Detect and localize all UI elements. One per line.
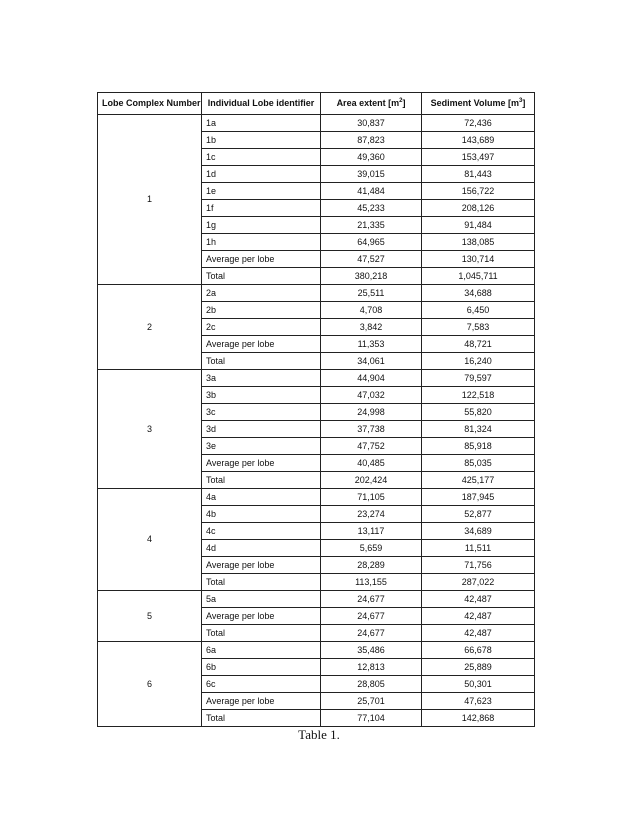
sediment-volume-cell: 42,487 bbox=[422, 591, 535, 608]
sediment-volume-cell: 50,301 bbox=[422, 676, 535, 693]
area-extent-cell: 5,659 bbox=[321, 540, 422, 557]
lobe-identifier-cell: 2c bbox=[202, 319, 321, 336]
lobe-identifier-cell: 6c bbox=[202, 676, 321, 693]
area-extent-cell: 24,677 bbox=[321, 591, 422, 608]
lobe-identifier-cell: Average per lobe bbox=[202, 251, 321, 268]
sediment-volume-cell: 34,688 bbox=[422, 285, 535, 302]
area-extent-cell: 21,335 bbox=[321, 217, 422, 234]
header-lobe-complex-number bbox=[98, 93, 202, 115]
area-extent-cell: 30,837 bbox=[321, 115, 422, 132]
sediment-volume-cell: 55,820 bbox=[422, 404, 535, 421]
lobe-identifier-cell: 3b bbox=[202, 387, 321, 404]
lobe-identifier-cell: 4d bbox=[202, 540, 321, 557]
sediment-volume-cell: 48,721 bbox=[422, 336, 535, 353]
area-extent-cell: 28,289 bbox=[321, 557, 422, 574]
area-extent-cell: 25,511 bbox=[321, 285, 422, 302]
table-row bbox=[98, 489, 535, 506]
lobe-identifier-cell: 1e bbox=[202, 183, 321, 200]
table-row bbox=[98, 642, 535, 659]
header-area-label: Area extent [m bbox=[336, 98, 400, 108]
area-extent-cell: 87,823 bbox=[321, 132, 422, 149]
area-extent-cell: 3,842 bbox=[321, 319, 422, 336]
header-individual-lobe-identifier bbox=[202, 93, 321, 115]
sediment-volume-cell: 143,689 bbox=[422, 132, 535, 149]
header-complex-label: Lobe Complex Number bbox=[102, 98, 201, 108]
header-area-bracket: ] bbox=[402, 98, 406, 108]
lobe-identifier-cell: Total bbox=[202, 710, 321, 727]
sediment-volume-cell: 52,877 bbox=[422, 506, 535, 523]
area-extent-cell: 39,015 bbox=[321, 166, 422, 183]
sediment-volume-cell: 425,177 bbox=[422, 472, 535, 489]
sediment-volume-cell: 6,450 bbox=[422, 302, 535, 319]
area-extent-cell: 47,752 bbox=[321, 438, 422, 455]
area-extent-cell: 47,527 bbox=[321, 251, 422, 268]
table-row bbox=[98, 591, 535, 608]
area-extent-cell: 24,677 bbox=[321, 608, 422, 625]
area-extent-cell: 113,155 bbox=[321, 574, 422, 591]
area-extent-cell: 47,032 bbox=[321, 387, 422, 404]
sediment-volume-cell: 25,889 bbox=[422, 659, 535, 676]
lobe-identifier-cell: Average per lobe bbox=[202, 557, 321, 574]
header-row bbox=[98, 93, 535, 115]
lobe-identifier-cell: 1h bbox=[202, 234, 321, 251]
sediment-volume-cell: 42,487 bbox=[422, 608, 535, 625]
table-row bbox=[98, 285, 535, 302]
lobe-data-table bbox=[97, 92, 535, 727]
header-area-extent bbox=[321, 93, 422, 115]
header-volume-bracket: ] bbox=[522, 98, 526, 108]
sediment-volume-cell: 81,443 bbox=[422, 166, 535, 183]
header-volume-label: Sediment Volume [m bbox=[430, 98, 519, 108]
sediment-volume-cell: 187,945 bbox=[422, 489, 535, 506]
lobe-complex-number-cell: 4 bbox=[98, 489, 202, 591]
sediment-volume-cell: 16,240 bbox=[422, 353, 535, 370]
sediment-volume-cell: 142,868 bbox=[422, 710, 535, 727]
sediment-volume-cell: 79,597 bbox=[422, 370, 535, 387]
header-sediment-volume bbox=[422, 93, 535, 115]
area-extent-cell: 77,104 bbox=[321, 710, 422, 727]
sediment-volume-cell: 156,722 bbox=[422, 183, 535, 200]
sediment-volume-cell: 208,126 bbox=[422, 200, 535, 217]
header-volume-exponent: 3 bbox=[519, 98, 523, 104]
area-extent-cell: 25,701 bbox=[321, 693, 422, 710]
sediment-volume-cell: 71,756 bbox=[422, 557, 535, 574]
lobe-identifier-cell: Total bbox=[202, 353, 321, 370]
lobe-identifier-cell: 3c bbox=[202, 404, 321, 421]
lobe-identifier-cell: 4c bbox=[202, 523, 321, 540]
sediment-volume-cell: 47,623 bbox=[422, 693, 535, 710]
header-area-exponent: 2 bbox=[399, 98, 403, 104]
lobe-identifier-cell: 3a bbox=[202, 370, 321, 387]
table-row bbox=[98, 115, 535, 132]
sediment-volume-cell: 66,678 bbox=[422, 642, 535, 659]
area-extent-cell: 28,805 bbox=[321, 676, 422, 693]
sediment-volume-cell: 85,918 bbox=[422, 438, 535, 455]
lobe-complex-number-cell: 5 bbox=[98, 591, 202, 642]
lobe-identifier-cell: 1f bbox=[202, 200, 321, 217]
lobe-identifier-cell: 4b bbox=[202, 506, 321, 523]
area-extent-cell: 12,813 bbox=[321, 659, 422, 676]
lobe-identifier-cell: 4a bbox=[202, 489, 321, 506]
lobe-identifier-cell: 6a bbox=[202, 642, 321, 659]
lobe-identifier-cell: Average per lobe bbox=[202, 693, 321, 710]
sediment-volume-cell: 42,487 bbox=[422, 625, 535, 642]
lobe-identifier-cell: 1d bbox=[202, 166, 321, 183]
table-body bbox=[98, 115, 535, 727]
area-extent-cell: 44,904 bbox=[321, 370, 422, 387]
lobe-identifier-cell: Total bbox=[202, 268, 321, 285]
lobe-identifier-cell: 5a bbox=[202, 591, 321, 608]
area-extent-cell: 202,424 bbox=[321, 472, 422, 489]
area-extent-cell: 13,117 bbox=[321, 523, 422, 540]
lobe-identifier-cell: Total bbox=[202, 625, 321, 642]
sediment-volume-cell: 130,714 bbox=[422, 251, 535, 268]
table-header bbox=[98, 93, 535, 115]
lobe-identifier-cell: 6b bbox=[202, 659, 321, 676]
lobe-complex-number-cell: 2 bbox=[98, 285, 202, 370]
sediment-volume-cell: 153,497 bbox=[422, 149, 535, 166]
sediment-volume-cell: 81,324 bbox=[422, 421, 535, 438]
area-extent-cell: 71,105 bbox=[321, 489, 422, 506]
area-extent-cell: 11,353 bbox=[321, 336, 422, 353]
lobe-complex-number-cell: 6 bbox=[98, 642, 202, 727]
lobe-identifier-cell: 2b bbox=[202, 302, 321, 319]
area-extent-cell: 41,484 bbox=[321, 183, 422, 200]
sediment-volume-cell: 287,022 bbox=[422, 574, 535, 591]
sediment-volume-cell: 91,484 bbox=[422, 217, 535, 234]
lobe-identifier-cell: Average per lobe bbox=[202, 455, 321, 472]
lobe-identifier-cell: 3d bbox=[202, 421, 321, 438]
lobe-complex-number-cell: 1 bbox=[98, 115, 202, 285]
header-lobe-label: Individual Lobe identifier bbox=[207, 98, 315, 108]
sediment-volume-cell: 85,035 bbox=[422, 455, 535, 472]
area-extent-cell: 23,274 bbox=[321, 506, 422, 523]
area-extent-cell: 4,708 bbox=[321, 302, 422, 319]
sediment-volume-cell: 122,518 bbox=[422, 387, 535, 404]
area-extent-cell: 35,486 bbox=[321, 642, 422, 659]
lobe-identifier-cell: Total bbox=[202, 472, 321, 489]
area-extent-cell: 37,738 bbox=[321, 421, 422, 438]
area-extent-cell: 40,485 bbox=[321, 455, 422, 472]
area-extent-cell: 380,218 bbox=[321, 268, 422, 285]
lobe-identifier-cell: 1b bbox=[202, 132, 321, 149]
sediment-volume-cell: 11,511 bbox=[422, 540, 535, 557]
sediment-volume-cell: 7,583 bbox=[422, 319, 535, 336]
table-row bbox=[98, 370, 535, 387]
table-caption: Table 1. bbox=[298, 727, 340, 742]
area-extent-cell: 34,061 bbox=[321, 353, 422, 370]
sediment-volume-cell: 138,085 bbox=[422, 234, 535, 251]
lobe-identifier-cell: 1a bbox=[202, 115, 321, 132]
area-extent-cell: 49,360 bbox=[321, 149, 422, 166]
area-extent-cell: 24,677 bbox=[321, 625, 422, 642]
sediment-volume-cell: 34,689 bbox=[422, 523, 535, 540]
area-extent-cell: 64,965 bbox=[321, 234, 422, 251]
lobe-identifier-cell: 2a bbox=[202, 285, 321, 302]
lobe-identifier-cell: 1g bbox=[202, 217, 321, 234]
lobe-identifier-cell: Average per lobe bbox=[202, 336, 321, 353]
sediment-volume-cell: 1,045,711 bbox=[422, 268, 535, 285]
lobe-identifier-cell: Total bbox=[202, 574, 321, 591]
lobe-identifier-cell: 3e bbox=[202, 438, 321, 455]
area-extent-cell: 45,233 bbox=[321, 200, 422, 217]
lobe-identifier-cell: 1c bbox=[202, 149, 321, 166]
lobe-identifier-cell: Average per lobe bbox=[202, 608, 321, 625]
lobe-complex-number-cell: 3 bbox=[98, 370, 202, 489]
sediment-volume-cell: 72,436 bbox=[422, 115, 535, 132]
area-extent-cell: 24,998 bbox=[321, 404, 422, 421]
